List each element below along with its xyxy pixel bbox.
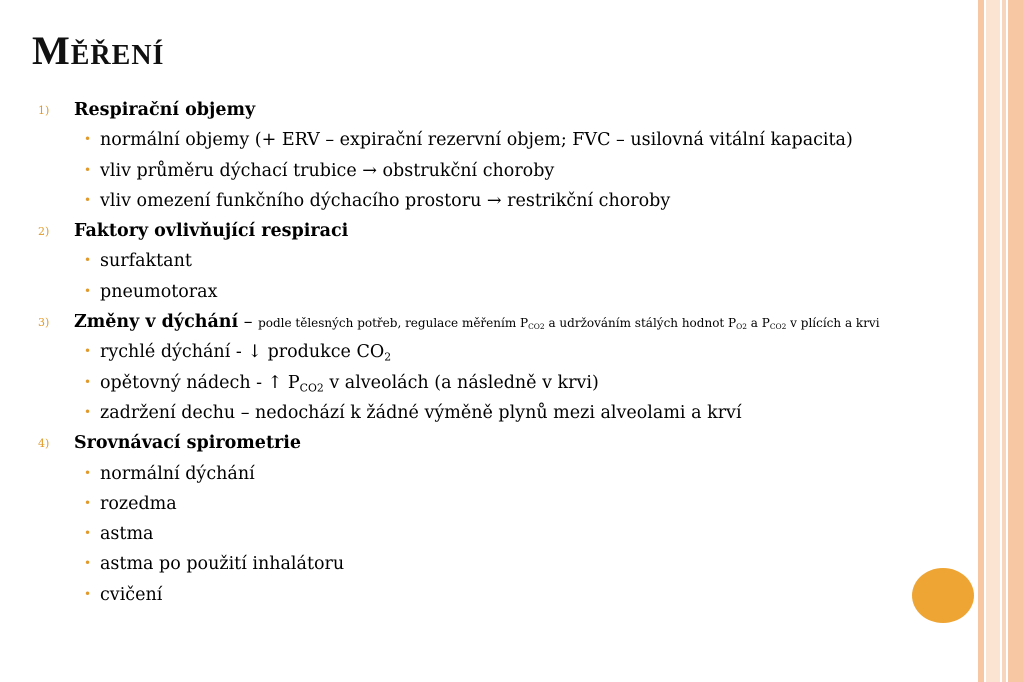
item-label: vliv průměru dýchací trubice → obstrukční choroby (100, 160, 555, 181)
item-text (74, 95, 255, 125)
item-label: rozedma (100, 493, 177, 514)
item-number: 3) (38, 316, 50, 330)
bullet-icon: • (84, 495, 92, 510)
numbered-heading (0, 307, 960, 337)
item-text (100, 398, 742, 428)
bullet-icon: • (84, 465, 92, 480)
item-label: astma po použití inhalátoru (100, 554, 345, 575)
item-text (74, 428, 301, 458)
subscript: 2 (384, 350, 392, 364)
note-text: v plících a krvi (786, 316, 880, 331)
item-label: normální dýchání (100, 463, 255, 484)
numbered-heading (0, 216, 960, 246)
item-label: rychlé dýchání - ↓ produkce CO (100, 342, 385, 363)
bullet-icon: • (84, 253, 92, 268)
note-text: a P (746, 316, 770, 331)
item-label: Změny v dýchání (74, 312, 239, 333)
item-text (100, 549, 344, 579)
item-text (74, 216, 348, 246)
bullet-item (0, 519, 960, 549)
subscript: CO2 (299, 380, 324, 394)
slide-content (0, 95, 960, 610)
bullet-icon: • (84, 404, 92, 419)
bullet-icon: • (84, 374, 92, 389)
subscript: CO2 (769, 322, 787, 332)
item-text (100, 580, 162, 610)
note-text: a udržováním stálých hodnot P (544, 316, 737, 331)
item-number: 1) (38, 104, 50, 117)
item-text (100, 125, 853, 155)
item-text (100, 156, 554, 186)
item-number: 4) (38, 437, 50, 451)
bullet-item (0, 246, 960, 276)
numbered-heading (0, 428, 960, 458)
item-label: pneumotorax (100, 281, 218, 302)
bullet-item (0, 277, 960, 307)
slide-title: Měření (32, 28, 165, 73)
decorative-side-stripes (978, 0, 1023, 682)
bullet-item (0, 156, 960, 186)
subscript: O2 (736, 322, 747, 332)
bullet-icon: • (84, 283, 92, 298)
bullet-item (0, 580, 960, 610)
bullet-item (0, 489, 960, 519)
item-text (100, 459, 255, 489)
item-text (100, 489, 177, 519)
item-label: cvičení (100, 584, 163, 605)
numbered-heading (0, 95, 960, 125)
item-label: surfaktant (100, 251, 192, 272)
bullet-item (0, 549, 960, 579)
bullet-item (0, 186, 960, 216)
bullet-item (0, 337, 960, 367)
note-dash: – (238, 312, 259, 333)
bullet-icon: • (84, 132, 92, 147)
item-text (100, 186, 670, 216)
item-label: opětovný nádech - ↑ P (100, 372, 300, 393)
item-label: Faktory ovlivňující respiraci (74, 221, 349, 242)
item-text (100, 246, 192, 276)
bullet-item (0, 125, 960, 155)
item-label-tail: v alveolách (a následně v krvi) (323, 372, 599, 393)
bullet-item (0, 459, 960, 489)
bullet-icon: • (84, 162, 92, 177)
item-number: 2) (38, 225, 50, 239)
note-text: podle tělesných potřeb, regulace měřením P (258, 316, 529, 331)
item-note (238, 312, 880, 333)
bullet-icon: • (84, 526, 92, 541)
item-label: zadržení dechu – nedochází k žádné výměně plynů mezi alveolami a krví (100, 402, 742, 423)
item-text (100, 277, 217, 307)
bullet-icon: • (84, 344, 92, 359)
item-label: astma (100, 524, 154, 545)
subscript: CO2 (528, 322, 545, 332)
item-label: normální objemy (+ ERV – expirační rezervní objem; FVC – usilovná vitální kapacita) (100, 130, 853, 151)
bullet-icon: • (84, 556, 92, 571)
bullet-item (0, 398, 960, 428)
bullet-icon: • (84, 586, 92, 601)
bullet-item (0, 368, 960, 398)
item-label: vliv omezení funkčního dýchacího prostoru → restrikční choroby (100, 190, 671, 211)
item-label: Respirační objemy (74, 100, 256, 120)
bullet-icon: • (84, 192, 92, 207)
item-text (100, 519, 153, 549)
item-label: Srovnávací spirometrie (74, 433, 302, 454)
